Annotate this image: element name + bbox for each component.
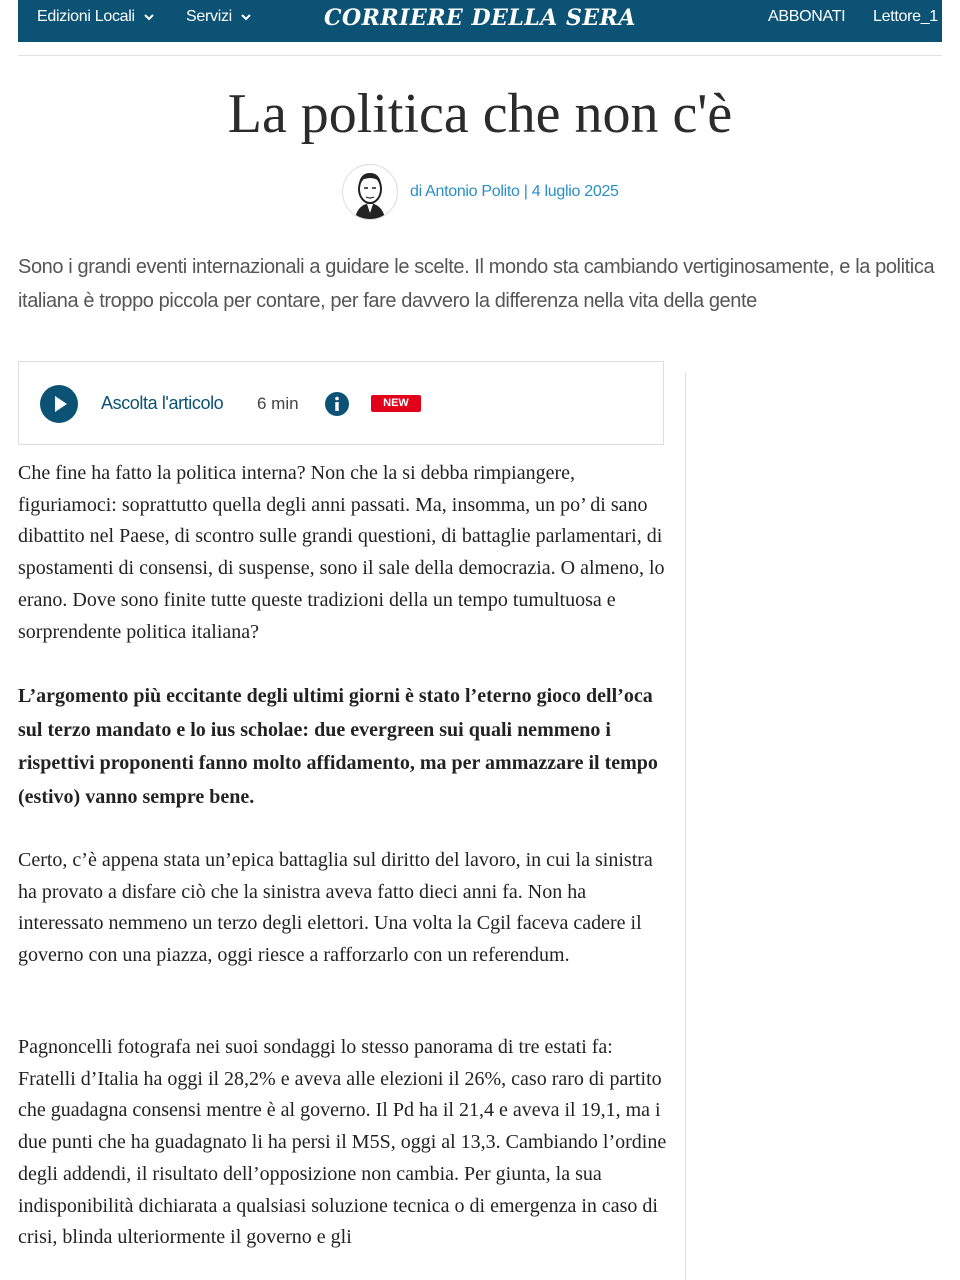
article-summary: Sono i grandi eventi internazionali a guidare le scelte. Il mondo sta cambiando vertiginosamente, e la politica italiana è troppo piccola per contare, per fare davvero la differenza nella vita della gente — [18, 256, 935, 312]
site-logo[interactable]: CORRIERE DELLA SERA — [323, 5, 637, 31]
article-paragraph: Pagnoncelli fotografa nei suoi sondaggi lo stesso panorama di tre estati fa: Fratelli d’Italia ha oggi il 28,2% e aveva alle elezioni il 26%, caso raro di partito che guadagna consensi mentre è al governo. Il Pd ha il 21,4 e aveva il 19,1, ma i due punti che ha guadagnato li ha persi il M5S, oggi al 13,3. Cambiando l’ordine degli addendi, il risultato dell’opposizione non cambia. Per giunta, la sua indisponibilità dichiarata a qualsiasi soluzione tecnica o di emergenza in caso di crisi, blinda ulteriormente il governo e gli — [18, 1036, 667, 1249]
byline — [342, 164, 619, 220]
info-icon[interactable] — [325, 392, 349, 416]
byline-author-date[interactable]: di Antonio Polito | 4 luglio 2025 — [410, 183, 619, 200]
audio-duration: 6 min — [257, 394, 299, 413]
listen-article-label[interactable]: Ascolta l'articolo — [101, 393, 224, 413]
author-avatar[interactable] — [342, 164, 398, 220]
article-title: La politica che non c'è — [227, 83, 733, 145]
edizioni-locali-label: Edizioni Locali — [37, 8, 135, 25]
article-paragraph-bold: L’argomento più eccitante degli ultimi giorni è stato l’eterno gioco dell’oca sul terzo mandato e lo ius scholae: due evergreen sui quali nemmeno i rispettivi proponenti fanno molto affidamento, ma per ammazzare il tempo (estivo) vanno sempre bene. — [18, 685, 658, 808]
article-paragraph: Certo, c’è appena stata un’epica battaglia sul diritto del lavoro, in cui la sinistra ha provato a disfare ciò che la sinistra aveva fatto dieci anni fa. Non ha interessato nemmeno un terzo degli elettori. Una volta la Cgil faceva cadere il governo con una piazza, oggi riesce a rafforzarlo con un referendum. — [18, 849, 653, 967]
audio-player — [18, 361, 664, 445]
play-button[interactable] — [40, 385, 78, 423]
play-icon — [40, 385, 78, 423]
servizi-label: Servizi — [186, 8, 232, 25]
new-badge: NEW — [371, 395, 421, 412]
article-paragraph: Che fine ha fatto la politica interna? Non che la si debba rimpiangere, figuriamoci: soprattutto quella degli anni passati. Ma, insomma, un po’ di sano dibattito nel Paese, di scontro sulle grandi questioni, di battaglie parlamentari, di spostamenti di consensi, di suspense, sono il sale della democrazia. O almeno, lo erano. Dove sono finite tutte queste tradizioni della un tempo tumultuosa e sorprendente politica italiana? — [18, 462, 665, 643]
sidebar-divider — [685, 372, 686, 1280]
user-account-link[interactable]: Lettore_1 — [873, 8, 938, 25]
author-portrait-icon — [343, 165, 397, 219]
header-divider — [18, 55, 942, 56]
top-navigation-bar — [18, 0, 942, 42]
subscribe-link[interactable]: ABBONATI — [768, 8, 846, 25]
